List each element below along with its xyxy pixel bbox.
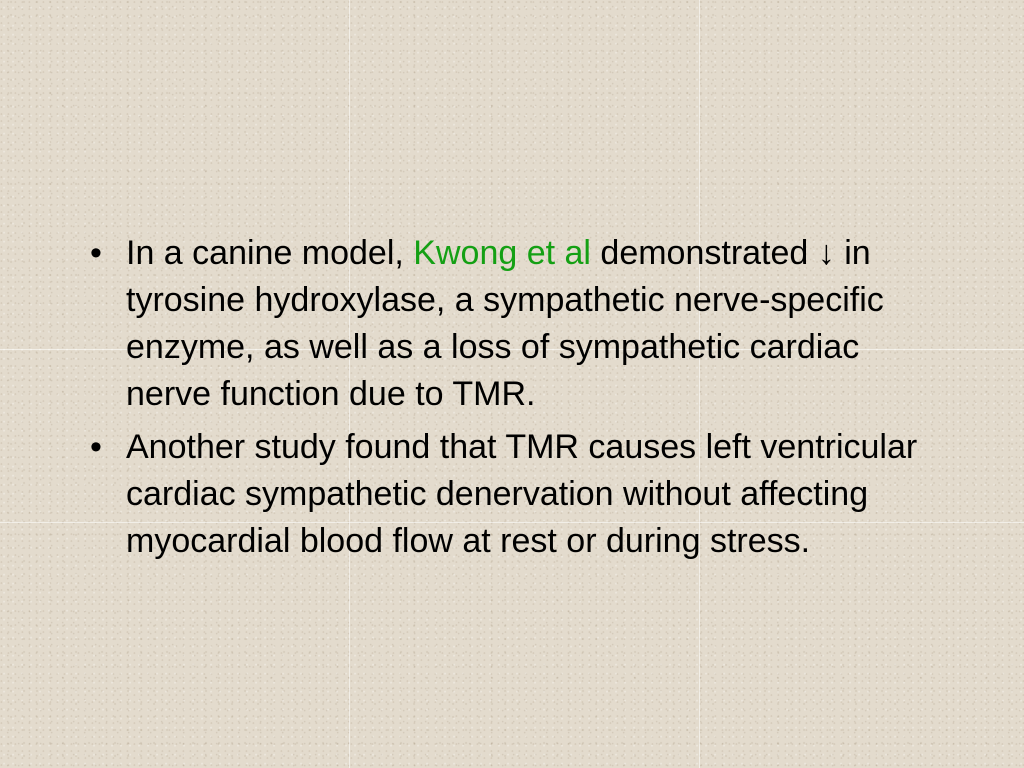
bullet-text: Another study found that TMR causes left ventricular cardiac sympathetic denervation without affecting myocardial blood flow at rest or during stress. — [126, 428, 918, 560]
bullet-text: In a canine model, — [126, 234, 414, 272]
bullet-list — [86, 230, 946, 565]
citation-highlight: Kwong et al — [413, 234, 591, 272]
slide-body — [86, 230, 946, 571]
bullet-item — [86, 424, 946, 565]
bullet-item — [86, 230, 946, 418]
bullet-text: demonstrated ↓ in tyrosine hydroxylase, a sympathetic nerve-specific enzyme, as well as a loss of sympathetic cardiac nerve function due to TMR. — [126, 234, 884, 413]
bullet-marker: • — [90, 428, 102, 466]
bullet-marker: • — [90, 234, 102, 272]
